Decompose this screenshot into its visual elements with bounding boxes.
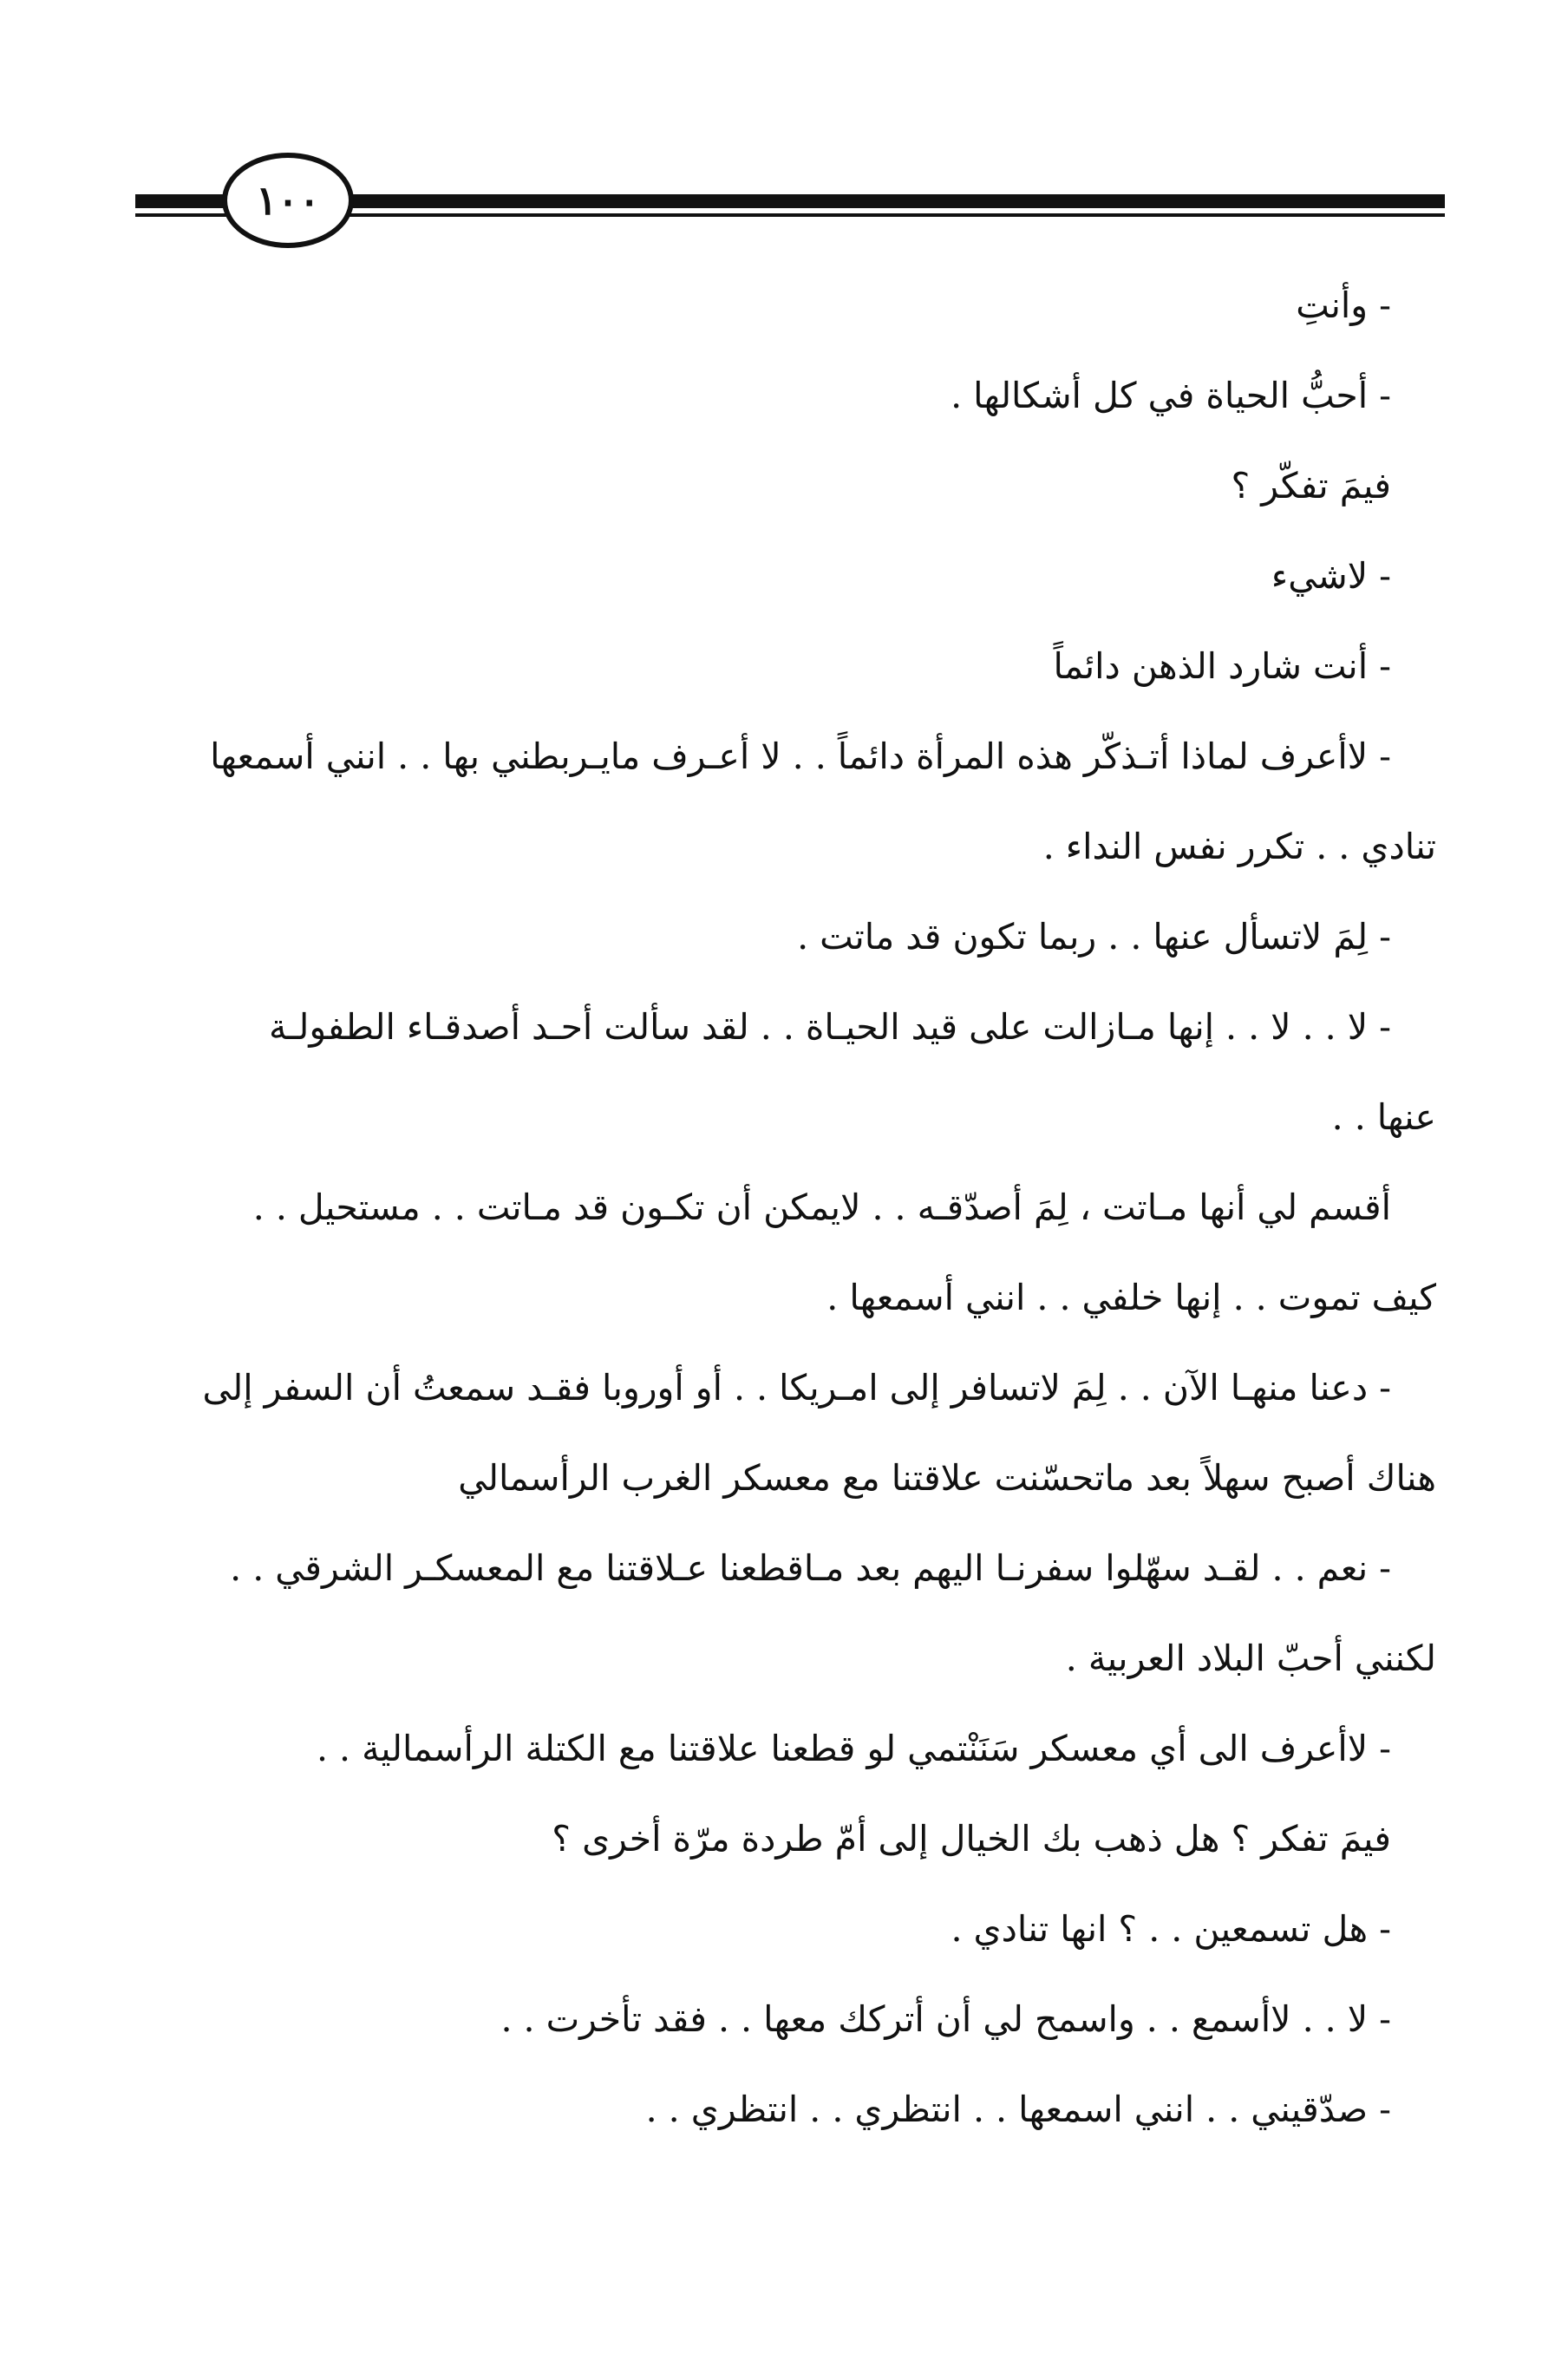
text-line: - لا . . لاأسمع . . واسمح لي أن أتركك معها . . فقد تأخرت . .: [500, 1998, 1391, 2040]
text-line: كيف تموت . . إنها خلفي . . انني أسمعها .: [826, 1277, 1436, 1318]
page-header: [135, 170, 1445, 246]
text-line: تنادي . . تكرر نفس النداء .: [1042, 826, 1436, 867]
text-line: - لاشيء: [1271, 555, 1391, 597]
page-number: ١٠٠: [255, 177, 321, 224]
text-line: - نعم . . لقـد سهّلوا سفرنـا اليهم بعد مـاقطعنا عـلاقتنا مع المعسكـر الشرقي . .: [230, 1547, 1391, 1589]
text-line: - أنت شارد الذهن دائماً: [1053, 645, 1391, 687]
page-number-badge: [222, 153, 354, 248]
page-body: [139, 260, 1436, 2151]
text-line: أقسم لي أنها مـاتت ، لِمَ أصدّقـه . . لايمكن أن تكـون قد مـاتت . . مستحيل . .: [252, 1186, 1391, 1228]
text-line: - لاأعرف لماذا أتـذكّر هذه المرأة دائماً . . لا أعـرف مايـربطني بها . . انني أسمعها: [210, 735, 1391, 777]
text-line: - صدّقيني . . انني اسمعها . . انتظري . . انتظري . .: [645, 2089, 1391, 2130]
text-line: - هل تسمعين . . ؟ انها تنادي .: [951, 1908, 1391, 1950]
text-line: - دعنا منهـا الآن . . لِمَ لاتسافر إلى امـريكا . . أو أوروبا فقـد سمعتُ أن السفر إلى: [202, 1367, 1391, 1409]
text-line: - وأنتِ: [1296, 284, 1391, 326]
text-line: فيمَ تفكّر ؟: [1231, 465, 1391, 507]
text-line: لكنني أحبّ البلاد العربية .: [1065, 1638, 1436, 1679]
text-line: هناك أصبح سهلاً بعد ماتحسّنت علاقتنا مع معسكر الغرب الرأسمالي: [458, 1457, 1436, 1499]
text-line: - لاأعرف الى أي معسكر سَنَنْتمي لو قطعنا علاقتنا مع الكتلة الرأسمالية . .: [316, 1728, 1391, 1769]
text-line: - لا . . لا . . إنها مـازالت على قيد الحيـاة . . لقد سألت أحـد أصدقـاء الطفولـة: [268, 1006, 1391, 1048]
text-line: عنها . .: [1331, 1096, 1436, 1138]
text-line: فيمَ تفكر ؟ هل ذهب بك الخيال إلى أمّ طردة مرّة أخرى ؟: [552, 1818, 1391, 1860]
text-line: - لِمَ لاتسأل عنها . . ربما تكون قد ماتت .: [797, 916, 1391, 958]
text-line: - أحبُّ الحياة في كل أشكالها .: [951, 375, 1391, 416]
